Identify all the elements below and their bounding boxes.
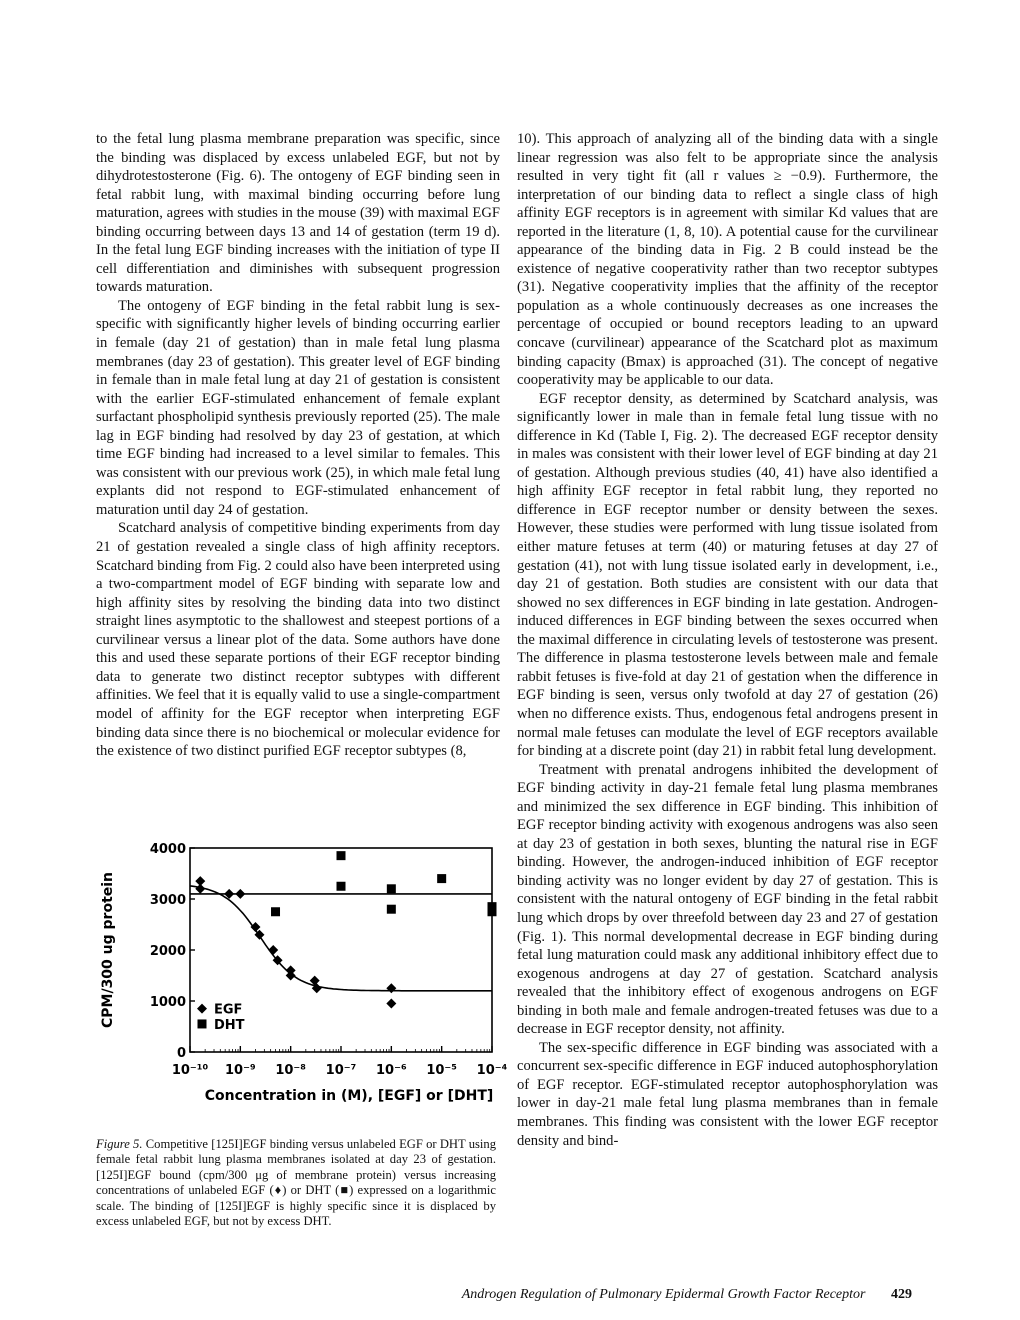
x-tick-label: 10⁻⁶	[376, 1063, 407, 1078]
left-paragraph-3: Scatchard analysis of competitive binding experiments from day 21 of gestation revealed a single class of high affinity receptors. Scatchard binding from Fig. 2 could also have been interpreted using a two-compartment model of EGF binding with separate low and high affinity sites by resolving the binding data into two distinct straight lines asymptotic to the shallowest and steepest portions of a curvilinear versus a linear plot of the data. Some authors have done this and used these separate portions of their EGF receptor binding data to generate two distinct receptor subtypes with different affinities. We feel that it is equally valid to use a single-compartment model of affinity for the EGF receptor when interpreting EGF binding data since there is no biochemical or molecular evidence for the existence of two distinct purified EGF receptor subtypes (8,	[96, 520, 500, 760]
figure-5-chart	[60, 838, 510, 1138]
right-text-column	[517, 130, 938, 1150]
right-paragraph-2: EGF receptor density, as determined by Scatchard analysis, was significantly lower in male than in female fetal lung tissue with no difference in Kd (Table I, Fig. 2). The decreased EGF receptor density in males was consistent with their lower level of EGF binding at day 21 of gestation. Although previous studies (40, 41) have also identified a high affinity EGF receptor in fetal rabbit lung, they reported no difference in EGF receptor number or density between the sexes. However, these studies were performed with lung tissue isolated from either mature fetuses at term (40) or maturing fetuses at day 27 of gestation (41), not with lung tissue isolated early in development, i.e., day 21 of gestation. Both studies are consistent with our data that showed no sex differences in EGF binding in late gestation. Androgen-induced differences in EGF binding between the sexes occurred when the maximal difference in circulating levels of testosterone was present. The difference in plasma testosterone levels between male and female rabbit fetuses is five-fold at day 21 of gestation when the difference in EGF binding is seen, versus only twofold at day 27 of gestation (26) when no difference exists. Thus, endogenous fetal androgens present in normal male fetuses can modulate the level of EGF receptors available for binding at a discrete point (day 21) in rabbit fetal lung development.	[517, 390, 938, 760]
x-tick-label: 10⁻⁸	[275, 1063, 306, 1078]
page-number: 429	[891, 1287, 912, 1302]
y-tick-label: 2000	[149, 944, 186, 959]
right-paragraph-1: 10). This approach of analyzing all of the binding data with a single linear regression was also felt to be appropriate since the analysis resulted in very tight fit (all r values ≥ −0.9). Furthermore, the interpretation of our binding data to reflect a single class of high affinity EGF receptors is in agreement with similar Kd values that are reported in the literature (1, 8, 10). A potential cause for the curvilinear appearance of the binding data in Fig. 2 B could instead be the existence of negative cooperativity rather than two receptor subtypes (31). Negative cooperativity implies that the affinity of the receptor population as a whole continuously decreases as one increases the percentage of occupied or bound receptors leading to an upward concave (curvilinear) appearance of the Scatchard plot as maximum binding capacity (Bmax) is approached (31). The concept of negative cooperativity may be applicable to our data.	[517, 131, 938, 389]
egf-data-point	[286, 971, 296, 981]
egf-data-point	[268, 945, 278, 955]
x-tick-label: 10⁻¹⁰	[171, 1063, 209, 1078]
egf-data-point	[195, 884, 205, 894]
right-paragraph-4: The sex-specific difference in EGF binding was associated with a concurrent sex-specific difference in EGF induced autophosphorylation of EGF receptor. EGF-stimulated receptor autophosphorylation was lower in day-21 male fetal lung plasma membranes than in female membranes. This finding was consistent with the lower EGF receptor density and bind-	[517, 1039, 938, 1149]
chart-svg	[60, 838, 510, 1138]
dht-data-point	[437, 874, 446, 883]
dht-data-point	[488, 907, 497, 916]
left-text-column	[96, 130, 500, 761]
legend-dht-label: DHT	[214, 1017, 245, 1033]
dht-data-point	[387, 905, 396, 914]
y-tick-label: 1000	[149, 995, 186, 1010]
x-tick-label: 10⁻⁷	[325, 1063, 357, 1078]
page-footer	[462, 1287, 912, 1303]
y-axis-label: CPM/300 ug protein	[100, 871, 116, 1029]
left-paragraph-1: to the fetal lung plasma membrane preparation was specific, since the binding was displaced by excess unlabeled EGF, but not by dihydrotestosterone (Fig. 6). The ontogeny of EGF binding seen in fetal rabbit lung, with maximal binding occurring before lung maturation, agrees with studies in the mouse (39) with maximal EGF binding occurring between days 13 and 14 of gestation (term 19 d). In the fetal lung EGF binding increases with the initiation of type II cell differentiation and diminishes with subsequent progression towards maturation.	[96, 131, 500, 296]
x-tick-label: 10⁻⁵	[426, 1063, 457, 1078]
egf-fit-curve	[190, 886, 492, 991]
right-paragraph-3: Treatment with prenatal androgens inhibited the development of EGF binding activity in day-21 female fetal lung plasma membranes and minimized the sex difference in EGF binding. This inhibition of EGF receptor binding activity with exogenous androgens was also seen at day 23 of gestation in both sexes, blunting the natural rise in EGF binding. However, the androgen-induced inhibition of EGF receptor binding activity was no longer evident by day 27 of gestation. This is consistent with the natural ontogeny of EGF binding in the fetal rabbit lung which drops by over threefold between day 23 and 27 of gestation (Fig. 1). This normal developmental decrease in EGF binding during fetal lung maturation could mask any additional inhibitory effect due to exogenous androgens at day 27 of gestation. Scatchard analysis revealed that the inhibitory effect of exogenous androgens on EGF binding in both male and female androgen-treated fetuses was due to a decrease in EGF receptor density, not affinity.	[517, 761, 938, 1038]
x-tick-label: 10⁻⁴	[476, 1063, 508, 1078]
y-tick-label: 0	[176, 1046, 186, 1061]
legend-egf-marker	[197, 1004, 207, 1014]
running-title: Androgen Regulation of Pulmonary Epidermal Growth Factor Receptor	[461, 1287, 866, 1302]
left-paragraph-2: The ontogeny of EGF binding in the fetal rabbit lung is sex-specific with significantly higher levels of binding occurring earlier in female (day 21 of gestation) than in male fetal lung plasma membranes (day 23 of gestation). This greater level of EGF binding in female than in male fetal lung at day 21 of gestation is consistent with the earlier EGF-stimulated enhancement of female explant surfactant phospholipid synthesis previously reported (25). The male lag in EGF binding had resolved by day 23 of gestation, at which time EGF binding had increased to a level similar to females. This was consistent with our previous work (25), in which male fetal lung explants did not respond to EGF-stimulated enhancement of maturation until day 24 of gestation.	[96, 297, 500, 518]
dht-data-point	[337, 851, 346, 860]
dht-data-point	[387, 884, 396, 893]
dht-data-point	[337, 882, 346, 891]
caption-text: Competitive [125I]EGF binding versus unlabeled EGF or DHT using female fetal rabbit lung plasma membranes isolated at day 23 of gestation. [125I]EGF bound (cpm/300 μg of membrane protein) versus increasing concentrations of unlabeled EGF (♦) or DHT (■) expressed on a logarithmic scale. The binding of [125I]EGF is highly specific since it is displaced by excess unlabeled EGF, but not by excess DHT.	[96, 1137, 497, 1229]
egf-data-point	[386, 983, 396, 993]
x-axis-label: Concentration in (M), [EGF] or [DHT]	[204, 1088, 494, 1104]
x-tick-label: 10⁻⁹	[225, 1063, 256, 1078]
figure-caption	[96, 1137, 496, 1229]
egf-data-point	[386, 999, 396, 1009]
egf-data-point	[235, 889, 245, 899]
caption-label: Figure 5.	[96, 1137, 143, 1151]
y-tick-label: 3000	[149, 893, 186, 908]
dht-data-point	[271, 907, 280, 916]
y-tick-label: 4000	[149, 842, 186, 857]
legend-egf-label: EGF	[214, 1002, 243, 1018]
legend-dht-marker	[198, 1019, 207, 1028]
